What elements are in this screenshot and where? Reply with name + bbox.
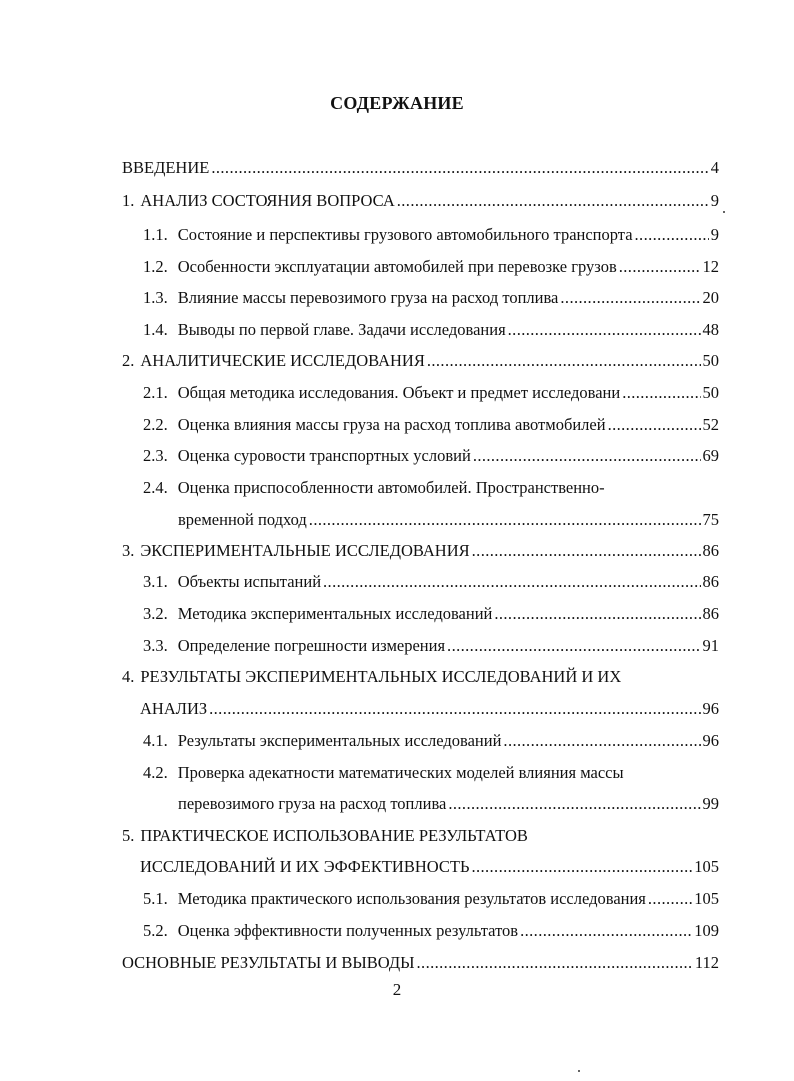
leader-dots bbox=[323, 572, 700, 592]
toc-entry-number: 3.1. bbox=[143, 572, 168, 591]
toc-entry-number: 2. bbox=[122, 351, 135, 370]
toc-entry-number: 2.4. bbox=[143, 478, 168, 497]
leader-dots bbox=[560, 288, 700, 308]
toc-entry-text: Оценка приспособленности автомобилей. Пространственно- bbox=[177, 478, 605, 497]
toc-entry-number: 3.3. bbox=[143, 636, 168, 655]
toc-entry-number: 2.1. bbox=[143, 383, 168, 402]
toc-entry-number: 1.2. bbox=[143, 257, 168, 276]
toc-entry-conclusions[interactable] bbox=[122, 953, 719, 973]
leader-dots bbox=[619, 257, 701, 277]
toc-entry-label bbox=[143, 604, 492, 624]
toc-entry-1-4[interactable] bbox=[143, 320, 719, 340]
toc-entry-page: 48 bbox=[702, 320, 719, 339]
toc-entry-text: Общая методика исследования. Объект и предмет исследовани bbox=[177, 383, 621, 402]
leader-dots bbox=[473, 446, 701, 466]
toc-entry-label: ИССЛЕДОВАНИЙ И ИХ ЭФФЕКТИВНОСТЬ bbox=[140, 857, 470, 876]
toc-entry-2-3[interactable] bbox=[143, 446, 719, 466]
toc-entry-page: 99 bbox=[702, 794, 719, 813]
toc-entry-number: 3. bbox=[122, 541, 135, 560]
toc-entry-text: Результаты экспериментальных исследований bbox=[177, 731, 502, 750]
toc-entry-label bbox=[143, 731, 501, 751]
toc-entry-text: Влияние массы перевозимого груза на расход топлива bbox=[177, 288, 559, 307]
toc-entry-page: 20 bbox=[702, 288, 719, 307]
toc-entry-1-2[interactable] bbox=[143, 257, 719, 277]
leader-dots bbox=[397, 191, 709, 211]
toc-entry-page: 86 bbox=[702, 604, 719, 623]
leader-dots bbox=[494, 604, 700, 624]
toc-entry-number: 1.1. bbox=[143, 225, 168, 244]
toc-entry-label bbox=[143, 225, 633, 245]
leader-dots bbox=[503, 731, 700, 751]
toc-entry-chapter-2[interactable] bbox=[122, 351, 719, 371]
leader-dots bbox=[622, 383, 700, 403]
toc-entry-text: Методика практического использования результатов исследования bbox=[177, 889, 646, 908]
toc-entry-text: ЭКСПЕРИМЕНТАЛЬНЫЕ ИССЛЕДОВАНИЯ bbox=[140, 541, 470, 560]
leader-dots bbox=[417, 953, 693, 973]
toc-entry-2-1[interactable] bbox=[143, 383, 719, 403]
toc-entry-text: Состояние и перспективы грузового автомобильного транспорта bbox=[177, 225, 633, 244]
toc-entry-page: 12 bbox=[702, 257, 719, 276]
toc-entry-1-1[interactable] bbox=[143, 225, 719, 245]
toc-entry-page: 91 bbox=[702, 636, 719, 655]
toc-entry-page: 4 bbox=[710, 158, 719, 177]
toc-entry-2-4-continued[interactable] bbox=[178, 510, 719, 530]
toc-entry-text: ПРАКТИЧЕСКОЕ ИСПОЛЬЗОВАНИЕ РЕЗУЛЬТАТОВ bbox=[140, 826, 528, 845]
toc-entry-5-2[interactable] bbox=[143, 921, 719, 941]
toc-entry-page: 9 bbox=[710, 191, 719, 210]
toc-entry-text: Оценка влияния массы груза на расход топлива авотмобилей bbox=[177, 415, 606, 434]
toc-entry-label: ОСНОВНЫЕ РЕЗУЛЬТАТЫ И ВЫВОДЫ bbox=[122, 953, 415, 972]
leader-dots bbox=[635, 225, 709, 245]
toc-entry-chapter-1[interactable] bbox=[122, 191, 719, 211]
toc-entry-4-2-continued[interactable] bbox=[178, 794, 719, 814]
toc-entry-page: 96 bbox=[702, 731, 719, 750]
leader-dots bbox=[608, 415, 701, 435]
toc-entry-text: Проверка адекатности математических моделей влияния массы bbox=[177, 763, 624, 782]
toc-entry-label bbox=[122, 541, 470, 561]
toc-entry-4-1[interactable] bbox=[143, 731, 719, 751]
toc-entry-chapter-5-continued[interactable] bbox=[140, 857, 719, 877]
toc-entry-text: Методика экспериментальных исследований bbox=[177, 604, 493, 623]
toc-entry-number: 4.2. bbox=[143, 763, 168, 782]
toc-entry-label: перевозимого груза на расход топлива bbox=[178, 794, 447, 813]
leader-dots bbox=[472, 541, 701, 561]
toc-entry-number: 2.2. bbox=[143, 415, 168, 434]
toc-entry-page: 105 bbox=[694, 857, 719, 876]
toc-entry-label bbox=[143, 383, 620, 403]
toc-entry-number: 3.2. bbox=[143, 604, 168, 623]
toc-entry-text: Выводы по первой главе. Задачи исследования bbox=[177, 320, 506, 339]
toc-entry-label: АНАЛИЗ bbox=[140, 699, 208, 718]
leader-dots bbox=[211, 158, 708, 178]
toc-entry-label bbox=[143, 889, 646, 909]
leader-dots bbox=[508, 320, 701, 340]
toc-entry-3-3[interactable] bbox=[143, 636, 719, 656]
page-number: 2 bbox=[392, 980, 402, 999]
toc-entry-label bbox=[143, 572, 321, 592]
leader-dots bbox=[447, 636, 700, 656]
toc-entry-page: 9 bbox=[710, 225, 719, 244]
toc-entry-page: 96 bbox=[702, 699, 719, 718]
leader-dots bbox=[209, 699, 700, 719]
toc-entry-3-1[interactable] bbox=[143, 572, 719, 592]
toc-entry-2-2[interactable] bbox=[143, 415, 719, 435]
toc-entry-label bbox=[143, 636, 445, 656]
toc-entry-label: ВВЕДЕНИЕ bbox=[122, 158, 210, 177]
toc-entry-label bbox=[122, 351, 425, 371]
toc-entry-number: 1. bbox=[122, 191, 135, 210]
toc-entry-page: 86 bbox=[702, 541, 719, 560]
toc-entry-text: Определение погрешности измерения bbox=[177, 636, 446, 655]
toc-entry-page: 105 bbox=[694, 889, 719, 908]
toc-entry-label bbox=[143, 320, 506, 340]
toc-entry-page: 75 bbox=[702, 510, 719, 529]
toc-entry-page: 86 bbox=[702, 572, 719, 591]
leader-dots bbox=[648, 889, 692, 909]
toc-entry-page: 52 bbox=[702, 415, 719, 434]
toc-entry-number: 1.4. bbox=[143, 320, 168, 339]
leader-dots bbox=[471, 857, 692, 877]
toc-entry-text: АНАЛИТИЧЕСКИЕ ИССЛЕДОВАНИЯ bbox=[140, 351, 425, 370]
scan-speck bbox=[723, 211, 725, 213]
toc-entry-page: 109 bbox=[694, 921, 719, 940]
toc-entry-2-4[interactable] bbox=[143, 478, 605, 498]
toc-entry-page: 50 bbox=[702, 351, 719, 370]
toc-entry-text: Особенности эксплуатации автомобилей при перевозке грузов bbox=[177, 257, 617, 276]
toc-entry-chapter-4-continued[interactable] bbox=[140, 699, 719, 719]
toc-entry-label bbox=[143, 288, 558, 308]
toc-entry-number: 4.1. bbox=[143, 731, 168, 750]
scan-speck bbox=[578, 1070, 580, 1072]
toc-entry-chapter-5[interactable] bbox=[122, 826, 528, 846]
leader-dots bbox=[309, 510, 701, 530]
toc-entry-chapter-4[interactable] bbox=[122, 667, 621, 687]
page-title: СОДЕРЖАНИЕ bbox=[330, 93, 464, 113]
leader-dots bbox=[427, 351, 701, 371]
leader-dots bbox=[520, 921, 692, 941]
leader-dots bbox=[448, 794, 700, 814]
toc-entry-label: временной подход bbox=[178, 510, 307, 529]
toc-entry-number: 5. bbox=[122, 826, 135, 845]
toc-entry-number: 2.3. bbox=[143, 446, 168, 465]
toc-entry-label bbox=[143, 257, 617, 277]
toc-entry-page: 50 bbox=[702, 383, 719, 402]
toc-entry-text: АНАЛИЗ СОСТОЯНИЯ ВОПРОСА bbox=[140, 191, 395, 210]
toc-entry-page: 112 bbox=[694, 953, 719, 972]
toc-entry-1-3[interactable] bbox=[143, 288, 719, 308]
toc-entry-text: Оценка эффективности полученных результатов bbox=[177, 921, 519, 940]
toc-entry-3-2[interactable] bbox=[143, 604, 719, 624]
toc-entry-5-1[interactable] bbox=[143, 889, 719, 909]
toc-entry-text: РЕЗУЛЬТАТЫ ЭКСПЕРИМЕНТАЛЬНЫХ ИССЛЕДОВАНИЙ И ИХ bbox=[140, 667, 622, 686]
toc-entry-number: 1.3. bbox=[143, 288, 168, 307]
toc-entry-introduction[interactable] bbox=[122, 158, 719, 178]
toc-entry-number: 5.1. bbox=[143, 889, 168, 908]
toc-entry-4-2[interactable] bbox=[143, 763, 624, 783]
toc-entry-label bbox=[143, 446, 471, 466]
toc-entry-label bbox=[143, 415, 606, 435]
toc-entry-label bbox=[143, 921, 518, 941]
toc-entry-page: 69 bbox=[702, 446, 719, 465]
toc-entry-text: Объекты испытаний bbox=[177, 572, 322, 591]
toc-entry-number: 5.2. bbox=[143, 921, 168, 940]
toc-entry-text: Оценка суровости транспортных условий bbox=[177, 446, 471, 465]
toc-entry-number: 4. bbox=[122, 667, 135, 686]
toc-entry-label bbox=[122, 191, 395, 211]
toc-entry-chapter-3[interactable] bbox=[122, 541, 719, 561]
